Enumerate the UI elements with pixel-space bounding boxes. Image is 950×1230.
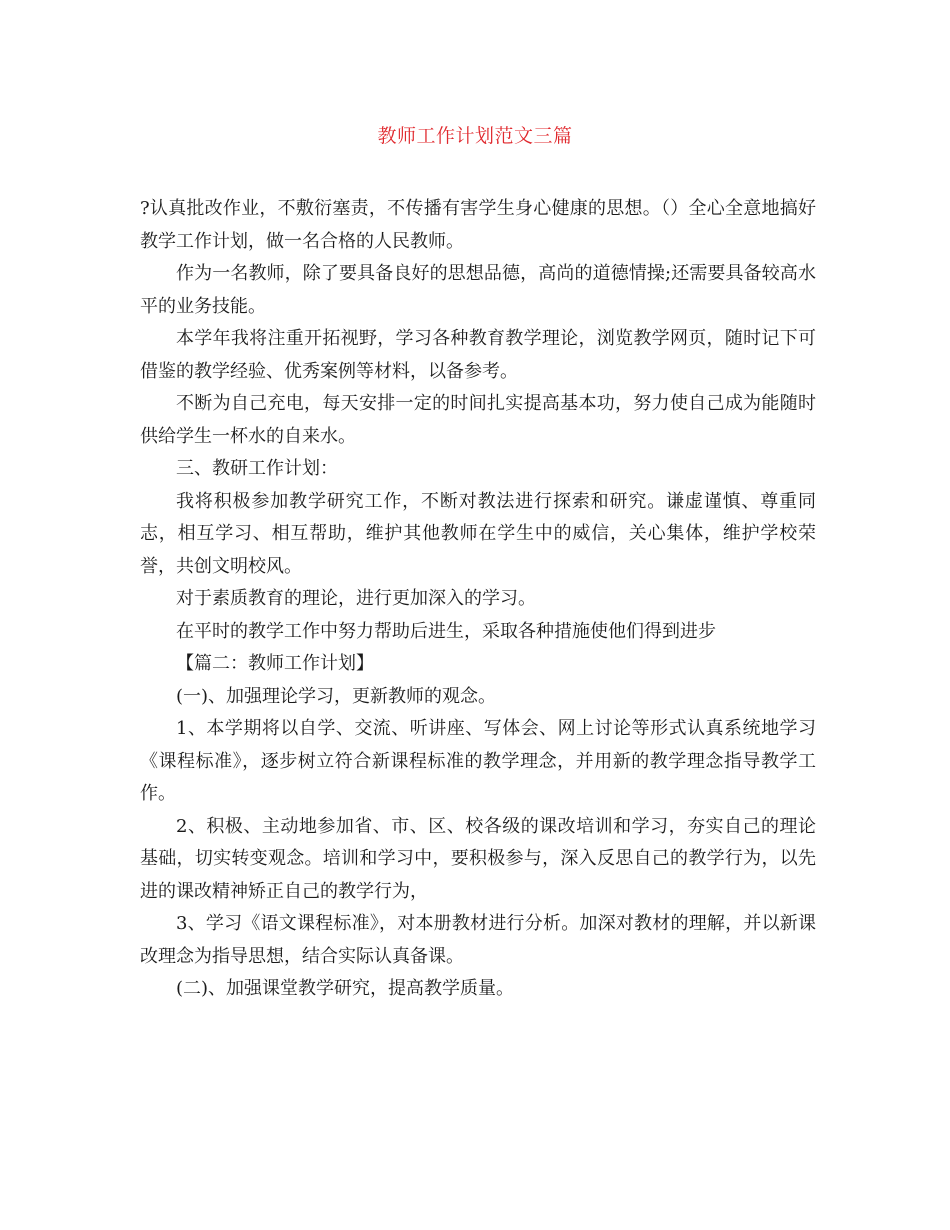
paragraph: 3、学习《语文课程标准》，对本册教材进行分析。加深对教材的理解，并以新课改理念为指导思想，结合实际认真备课。 [140,913,816,967]
paragraph: 本学年我将注重开拓视野，学习各种教育教学理论，浏览教学网页，随时记下可借鉴的教学经验、优秀案例等材料，以备参考。 [140,328,816,382]
document-body [140,193,816,1006]
section-heading: 【篇二：教师工作计划】 [176,653,374,674]
paragraph: 作为一名教师，除了要具备良好的思想品德，高尚的道德情操;还需要具备较高水平的业务技能。 [140,263,816,317]
paragraph: 对于素质教育的理论，进行更加深入的学习。 [176,588,536,609]
paragraph: ?认真批改作业，不敷衍塞责，不传播有害学生身心健康的思想。（）全心全意地搞好教学工作计划，做一名合格的人民教师。 [140,198,816,252]
paragraph: 在平时的教学工作中努力帮助后进生，采取各种措施使他们得到进步 [176,620,716,642]
paragraph: 2、积极、主动地参加省、市、区、校各级的课改培训和学习，夯实自己的理论基础，切实转变观念。培训和学习中，要积极参与，深入反思自己的教学行为，以先进的课改精神矫正自己的教学行为， [140,815,816,902]
paragraph: 1、本学期将以自学、交流、听讲座、写体会、网上讨论等形式认真系统地学习《课程标准》，逐步树立符合新课程标准的教学理念，并用新的教学理念指导教学工作。 [140,718,816,804]
document-title: 教师工作计划范文三篇 [377,125,573,147]
paragraph: 不断为自己充电，每天安排一定的时间扎实提高基本功，努力使自己成为能随时供给学生一杯水的自来水。 [140,393,816,447]
section-heading: (二)、加强课堂教学研究，提高教学质量。 [176,978,515,999]
section-heading: 三、教研工作计划： [176,458,338,479]
section-heading: (一)、加强理论学习，更新教师的观念。 [176,685,497,707]
paragraph: 我将积极参加教学研究工作，不断对教法进行探索和研究。谦虚谨慎、尊重同志，相互学习、相互帮助，维护其他教师在学生中的威信，关心集体，维护学校荣誉，共创文明校风。 [140,490,816,577]
